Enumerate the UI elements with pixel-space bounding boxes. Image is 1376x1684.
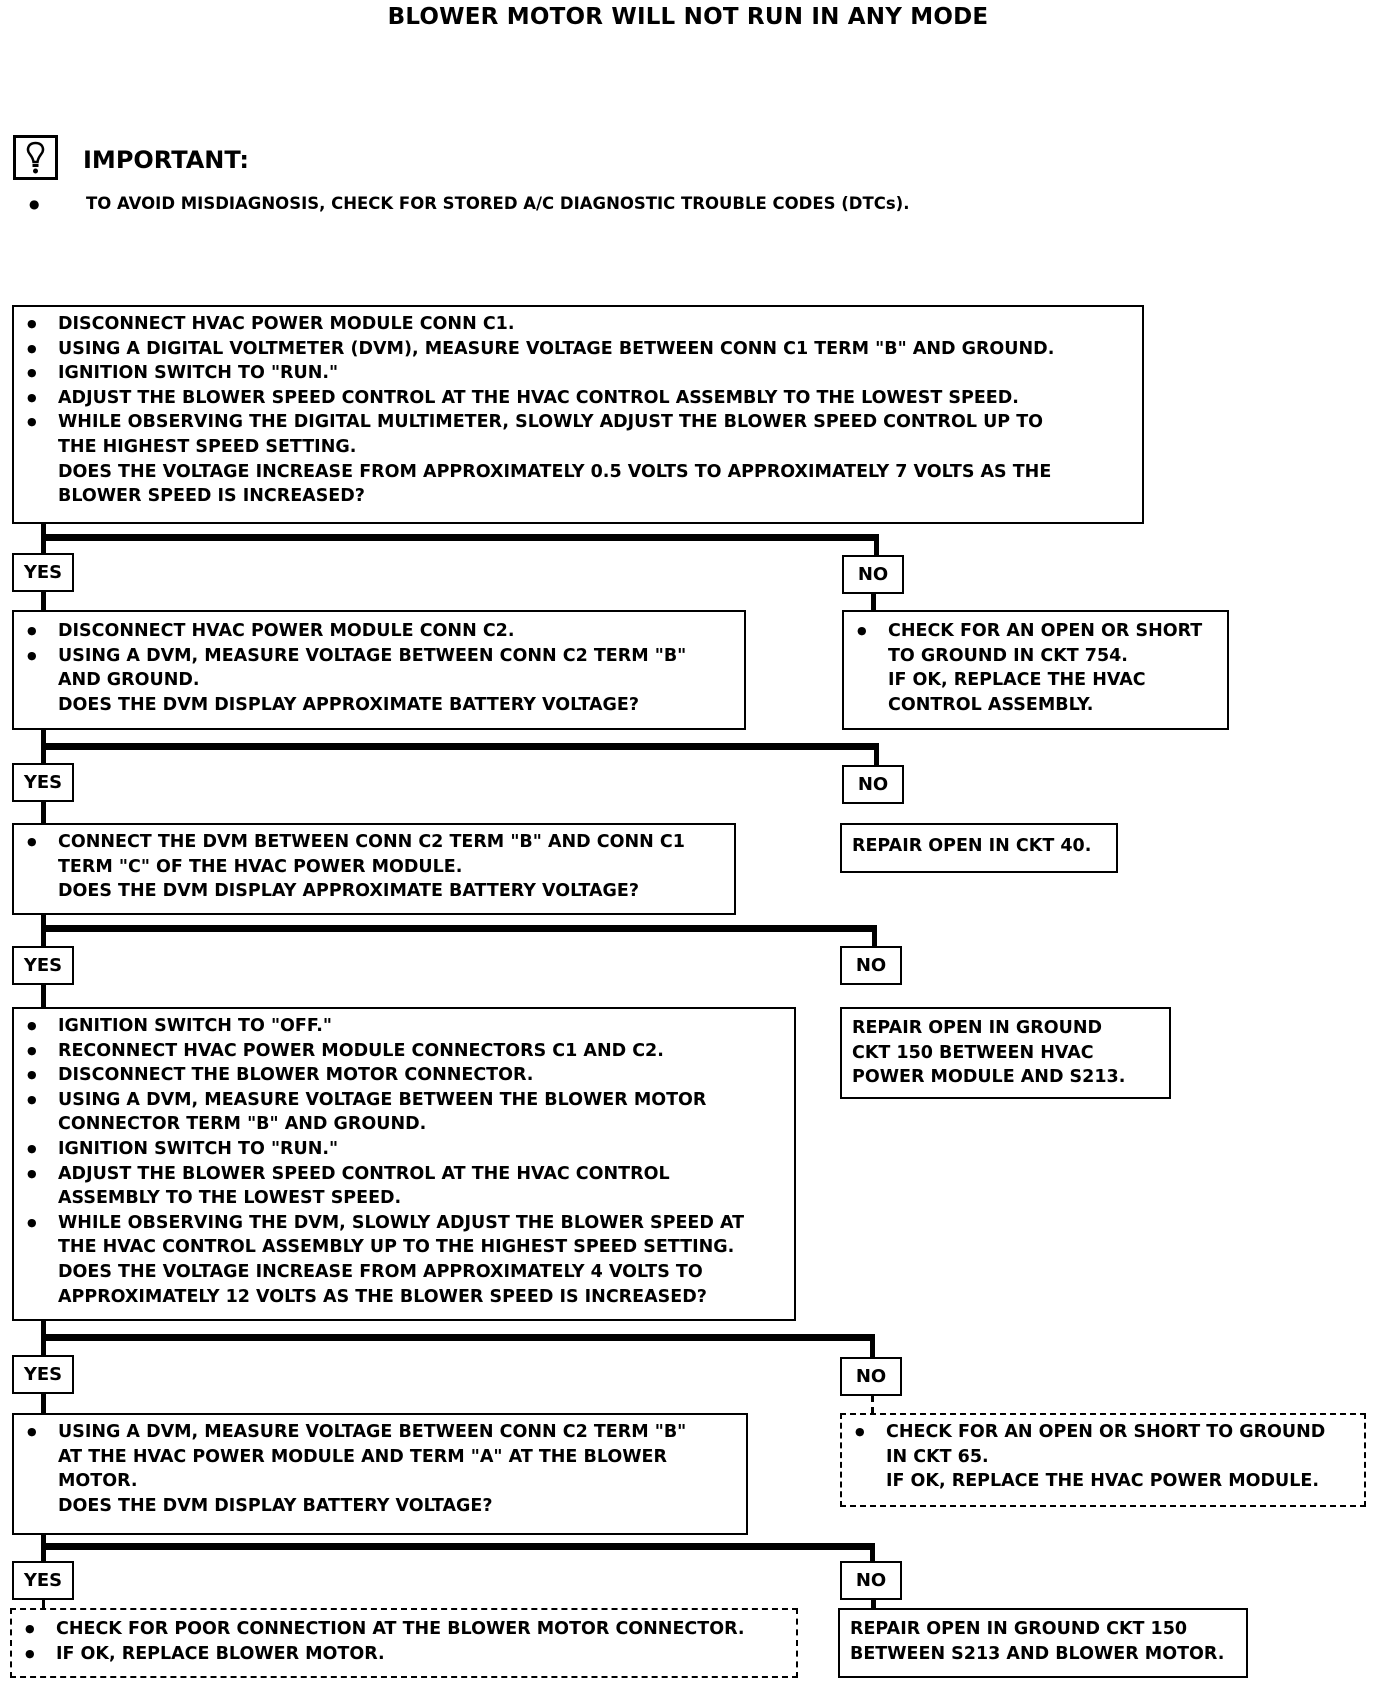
- step-1-question: DOES THE VOLTAGE INCREASE FROM APPROXIMATELY 0.5 VOLTS TO APPROXIMATELY 7 VOLTS AS THE BLOWER SPEED IS INCREASED?: [58, 461, 1052, 507]
- step-5-yes-box: [10, 1608, 798, 1678]
- step-5-no-text: REPAIR OPEN IN GROUND CKT 150 BETWEEN S213 AND BLOWER MOTOR.: [850, 1619, 1225, 1664]
- yes-label: YES: [12, 1355, 74, 1394]
- step-3-no-text: REPAIR OPEN IN GROUND CKT 150 BETWEEN HVAC POWER MODULE AND S213.: [852, 1018, 1126, 1088]
- step-2-no-text: REPAIR OPEN IN CKT 40.: [852, 836, 1092, 856]
- yes-label: YES: [12, 1561, 74, 1600]
- connector-line: [872, 925, 877, 947]
- step-2-box: [12, 610, 746, 730]
- connector-line: [874, 534, 879, 556]
- yes-label: YES: [12, 763, 74, 802]
- no-label: NO: [842, 555, 904, 594]
- step-1-bullet: ● USING A DIGITAL VOLTMETER (DVM), MEASURE VOLTAGE BETWEEN CONN C1 TERM "B" AND GROUND.: [14, 337, 1142, 362]
- step-4-bullet: ● WHILE OBSERVING THE DVM, SLOWLY ADJUST THE BLOWER SPEED AT THE HVAC CONTROL ASSEMBLY UP TO THE HIGHEST SPEED SETTING.: [14, 1211, 794, 1260]
- no-label: NO: [840, 1357, 902, 1396]
- step-1-bullet: ● WHILE OBSERVING THE DIGITAL MULTIMETER, SLOWLY ADJUST THE BLOWER SPEED CONTROL UP TO THE HIGHEST SPEED SETTING.: [14, 410, 1142, 459]
- bullet-icon: ●: [29, 197, 40, 211]
- step-2-question: DOES THE DVM DISPLAY APPROXIMATE BATTERY VOLTAGE?: [58, 694, 640, 715]
- step-5-question: DOES THE DVM DISPLAY BATTERY VOLTAGE?: [58, 1495, 493, 1516]
- step-4-bullet: ● IGNITION SWITCH TO "OFF.": [14, 1014, 794, 1039]
- connector-line: [41, 1394, 46, 1413]
- yes-label: YES: [12, 946, 74, 985]
- connector-line: [871, 1600, 876, 1608]
- step-3-bullet: ● CONNECT THE DVM BETWEEN CONN C2 TERM "B" AND CONN C1 TERM "C" OF THE HVAC POWER MODULE.: [14, 830, 734, 879]
- connector-line: [870, 1543, 875, 1562]
- connector-line: [41, 743, 879, 750]
- step-1-bullet: ● ADJUST THE BLOWER SPEED CONTROL AT THE HVAC CONTROL ASSEMBLY TO THE LOWEST SPEED.: [14, 386, 1142, 411]
- no-label: NO: [842, 765, 904, 804]
- connector-line: [41, 985, 46, 1007]
- step-2-no-box: [840, 823, 1118, 873]
- step-4-bullet: ● USING A DVM, MEASURE VOLTAGE BETWEEN THE BLOWER MOTOR CONNECTOR TERM "B" AND GROUND.: [14, 1088, 794, 1137]
- no-label: NO: [840, 946, 902, 985]
- step-4-question: DOES THE VOLTAGE INCREASE FROM APPROXIMATELY 4 VOLTS TO APPROXIMATELY 12 VOLTS AS THE BLOWER SPEED IS INCREASED?: [58, 1261, 707, 1307]
- step-4-bullet: ● IGNITION SWITCH TO "RUN.": [14, 1137, 794, 1162]
- no-label: NO: [840, 1561, 902, 1600]
- step-4-box: [12, 1007, 796, 1321]
- connector-line: [871, 594, 876, 610]
- step-2-bullet: ● DISCONNECT HVAC POWER MODULE CONN C2.: [14, 619, 744, 644]
- step-4-no-box: [840, 1413, 1366, 1507]
- step-4-bullet: ● DISCONNECT THE BLOWER MOTOR CONNECTOR.: [14, 1063, 794, 1088]
- caution-bulb-icon: [13, 135, 58, 180]
- step-4-bullet: ● ADJUST THE BLOWER SPEED CONTROL AT THE HVAC CONTROL ASSEMBLY TO THE LOWEST SPEED.: [14, 1162, 794, 1211]
- step-4-bullet: ● RECONNECT HVAC POWER MODULE CONNECTORS C1 AND C2.: [14, 1039, 794, 1064]
- connector-line: [41, 592, 46, 610]
- page-title: BLOWER MOTOR WILL NOT RUN IN ANY MODE: [387, 4, 989, 30]
- step-5-box: [12, 1413, 748, 1535]
- connector-line: [870, 1334, 875, 1358]
- step-1-no-note: IF OK, REPLACE THE HVAC CONTROL ASSEMBLY.: [888, 670, 1146, 715]
- connector-line: [41, 925, 877, 932]
- dashed-connector: [42, 1600, 45, 1608]
- connector-line: [41, 1543, 875, 1550]
- connector-line: [41, 802, 46, 823]
- important-note: TO AVOID MISDIAGNOSIS, CHECK FOR STORED A/C DIAGNOSTIC TROUBLE CODES (DTCs).: [86, 194, 910, 213]
- step-2-bullet: ● USING A DVM, MEASURE VOLTAGE BETWEEN CONN C2 TERM "B" AND GROUND.: [14, 644, 744, 693]
- step-4-no-note: IF OK, REPLACE THE HVAC POWER MODULE.: [886, 1471, 1319, 1492]
- step-5-no-box: [838, 1608, 1248, 1678]
- step-3-box: [12, 823, 736, 915]
- dashed-connector: [871, 1396, 874, 1413]
- connector-line: [41, 1334, 875, 1341]
- connector-line: [41, 534, 879, 541]
- connector-line: [874, 743, 879, 765]
- important-label: IMPORTANT:: [83, 146, 250, 174]
- step-4-no-bullet: ● CHECK FOR AN OPEN OR SHORT TO GROUND IN CKT 65.: [842, 1420, 1364, 1469]
- step-3-question: DOES THE DVM DISPLAY APPROXIMATE BATTERY VOLTAGE?: [58, 881, 640, 902]
- step-5-bullet: ● USING A DVM, MEASURE VOLTAGE BETWEEN CONN C2 TERM "B" AT THE HVAC POWER MODULE AND TERM "A" AT THE BLOWER MOTOR.: [14, 1420, 746, 1494]
- step-1-no-bullet: ● CHECK FOR AN OPEN OR SHORT TO GROUND IN CKT 754.: [844, 619, 1227, 668]
- step-5-yes-bullet: ● CHECK FOR POOR CONNECTION AT THE BLOWER MOTOR CONNECTOR.: [12, 1617, 796, 1642]
- step-5-yes-bullet: ● IF OK, REPLACE BLOWER MOTOR.: [12, 1642, 796, 1667]
- step-3-no-box: [840, 1007, 1171, 1099]
- step-1-no-box: [842, 610, 1229, 730]
- step-1-bullet: ● IGNITION SWITCH TO "RUN.": [14, 361, 1142, 386]
- step-1-box: [12, 305, 1144, 524]
- yes-label: YES: [12, 553, 74, 592]
- step-1-bullet: ● DISCONNECT HVAC POWER MODULE CONN C1.: [14, 312, 1142, 337]
